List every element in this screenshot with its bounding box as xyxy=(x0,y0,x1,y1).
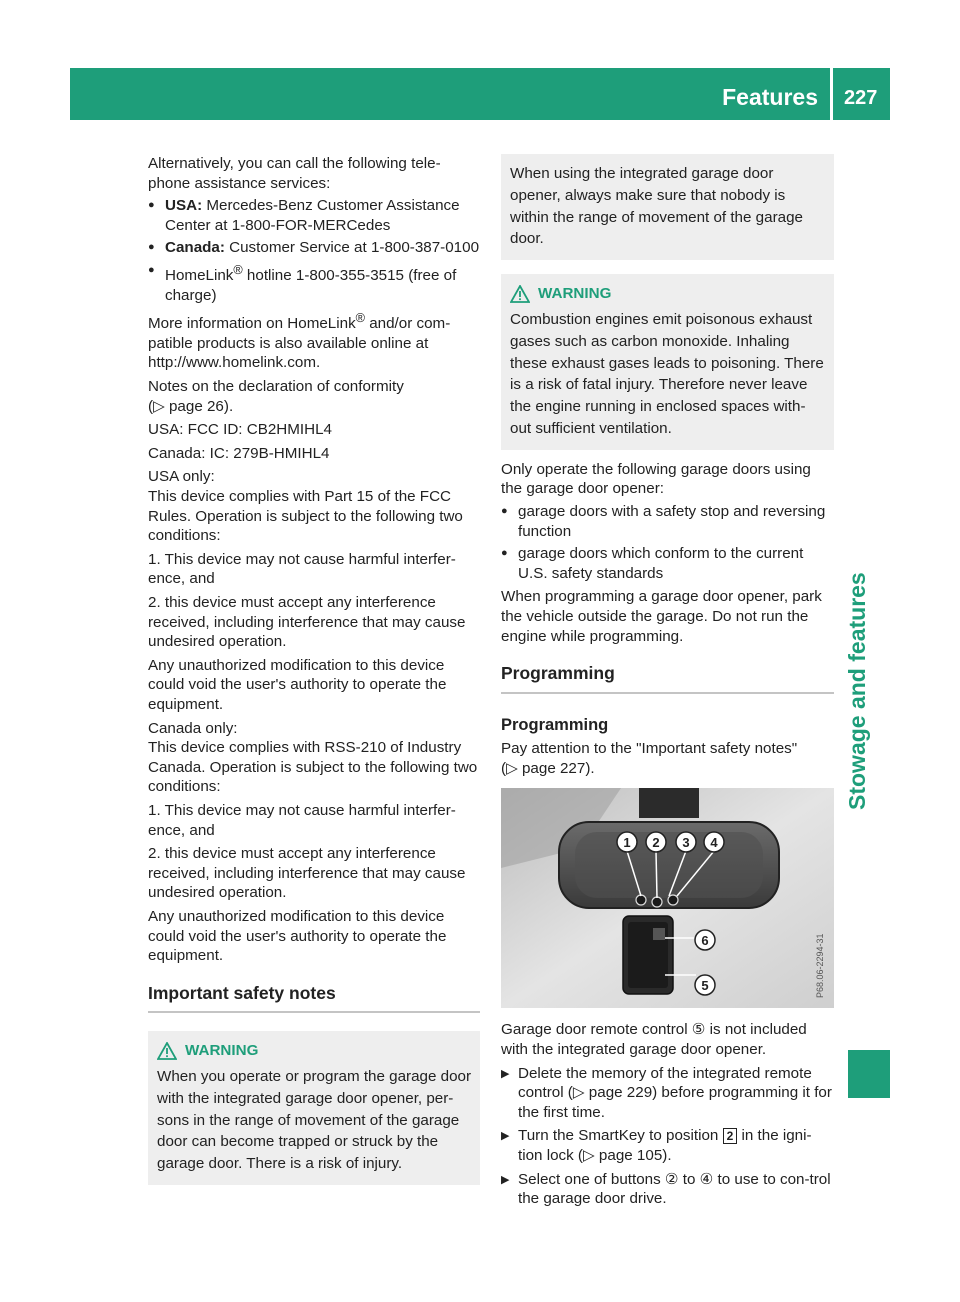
paragraph: Only operate the following garage doors using the garage door opener: xyxy=(501,460,811,498)
mirror-illustration xyxy=(501,788,834,1008)
paragraph: 2. this device must accept any interference received, including interference that may cause undesired operation. xyxy=(148,594,466,651)
warning-box xyxy=(148,1031,480,1185)
page-number: 227 xyxy=(844,87,878,109)
section-heading: Important safety notes xyxy=(148,984,480,1014)
warning-box xyxy=(501,274,834,450)
svg-text:2: 2 xyxy=(652,835,660,851)
key-position-badge: 2 xyxy=(723,1128,738,1144)
page-ref-icon: ▷ xyxy=(506,759,518,777)
right-column xyxy=(501,154,834,1209)
svg-text:4: 4 xyxy=(710,835,718,851)
header-separator xyxy=(830,68,833,120)
paragraph: 1. This device may not cause harmful interfer-ence, and xyxy=(148,550,456,588)
photo-code: P68.06-2294-31 xyxy=(815,933,825,999)
svg-text:1: 1 xyxy=(623,835,631,851)
note-box: When using the integrated garage door opener, always make sure that nobody is within the range of movement of the garage door. xyxy=(501,154,834,260)
page-ref-link[interactable]: page 229) before programming it for the first time. xyxy=(518,1084,832,1121)
paragraph: Notes on the declaration of conformity (▷ page 26). xyxy=(148,378,404,415)
callout-4 xyxy=(704,832,724,852)
step-item: ▶ Delete the memory of the integrated remote control (▷ page 229) before programming it for the first time. xyxy=(501,1064,834,1123)
left-column xyxy=(148,154,480,1185)
page-ref-link[interactable]: page 227). xyxy=(521,759,595,777)
svg-text:5: 5 xyxy=(701,978,709,994)
paragraph: Any unauthorized modification to this device could void the user's authority to operate the equipment. xyxy=(148,907,447,965)
paragraph: When programming a garage door opener, park the vehicle outside the garage. Do not run the engine while programming. xyxy=(501,588,822,645)
list-item: ● garage doors with a safety stop and reversing function xyxy=(501,502,834,541)
step-item: ▶ Select one of buttons ② to ④ to use to con-trol the garage door drive. xyxy=(501,1170,834,1209)
callout-1 xyxy=(617,832,637,852)
intro-text: Alternatively, you can call the following tele-phone assistance services: xyxy=(148,155,441,192)
page-ref-link[interactable]: page 105). xyxy=(598,1147,672,1165)
paragraph: Canada: IC: 279B-HMIHL4 xyxy=(148,444,330,462)
page-ref-icon: ▷ xyxy=(583,1147,595,1165)
page-ref-icon: ▷ xyxy=(153,397,165,415)
side-tab xyxy=(840,400,890,820)
mirror-photo xyxy=(501,788,834,1008)
paragraph: More information on HomeLink® and/or com-patible products is also available online at http://www.homelink.com. xyxy=(148,311,451,372)
page-ref-icon: ▷ xyxy=(572,1084,585,1102)
warning-icon xyxy=(510,285,530,303)
subsection-heading: Programming xyxy=(501,715,609,734)
list-item: ● Canada: Customer Service at 1-800-387-0100 xyxy=(148,238,480,258)
svg-text:6: 6 xyxy=(701,933,709,949)
callout-2 xyxy=(646,832,666,852)
svg-text:3: 3 xyxy=(682,835,690,851)
paragraph: Any unauthorized modification to this device could void the user's authority to operate the equipment. xyxy=(148,656,447,713)
paragraph: 2. this device must accept any interference received, including interference that may cause undesired operation. xyxy=(148,845,466,902)
list-item: ● USA: Mercedes-Benz Customer Assistance Center at 1-800-FOR-MERCedes xyxy=(148,196,480,235)
warning-header: WARNING xyxy=(510,283,826,305)
step-item: ▶ Turn the SmartKey to position 2 in the igni-tion lock (▷ page 105). xyxy=(501,1126,834,1165)
warning-header: WARNING xyxy=(157,1040,472,1062)
side-tab-label: Stowage and features xyxy=(844,572,870,810)
callout-3 xyxy=(676,832,696,852)
list-item: ● HomeLink® hotline 1-800-355-3515 (free of charge) xyxy=(148,261,480,305)
warning-text: When you operate or program the garage door with the integrated garage door opener, per-sons in the range of movement of the garage door can become trapped or struck by the garage door. There is a risk of injury. xyxy=(157,1068,472,1173)
section-heading: Programming xyxy=(501,664,834,694)
callout-5 xyxy=(695,975,715,995)
paragraph: USA only: xyxy=(148,468,215,486)
warning-icon xyxy=(157,1042,177,1060)
paragraph: Garage door remote control ⑤ is not included with the integrated garage door opener. xyxy=(501,1021,807,1059)
page-ref-link[interactable]: page 26). xyxy=(168,397,234,415)
warning-text: Combustion engines emit poisonous exhaust gases such as carbon monoxide. Inhaling these exhaust gases leads to poisoning. There is a risk of fatal injury. Therefore never leave the engine running in enclosed spaces with-out sufficient ventilation. xyxy=(510,310,824,437)
paragraph: Canada only: xyxy=(148,719,238,737)
paragraph: This device complies with Part 15 of the FCC Rules. Operation is subject to the following two conditions: xyxy=(148,488,463,545)
paragraph: This device complies with RSS-210 of Industry Canada. Operation is subject to the following two conditions: xyxy=(148,739,478,796)
paragraph: Pay attention to the "Important safety notes" (▷ page 227). xyxy=(501,740,798,777)
list-item: ● garage doors which conform to the current U.S. safety standards xyxy=(501,544,834,583)
paragraph: USA: FCC ID: CB2HMIHL4 xyxy=(148,421,332,439)
callout-6 xyxy=(695,930,715,950)
page-title: Features xyxy=(722,84,818,110)
paragraph: 1. This device may not cause harmful interfer-ence, and xyxy=(148,801,456,839)
side-tab-marker xyxy=(848,1050,890,1098)
